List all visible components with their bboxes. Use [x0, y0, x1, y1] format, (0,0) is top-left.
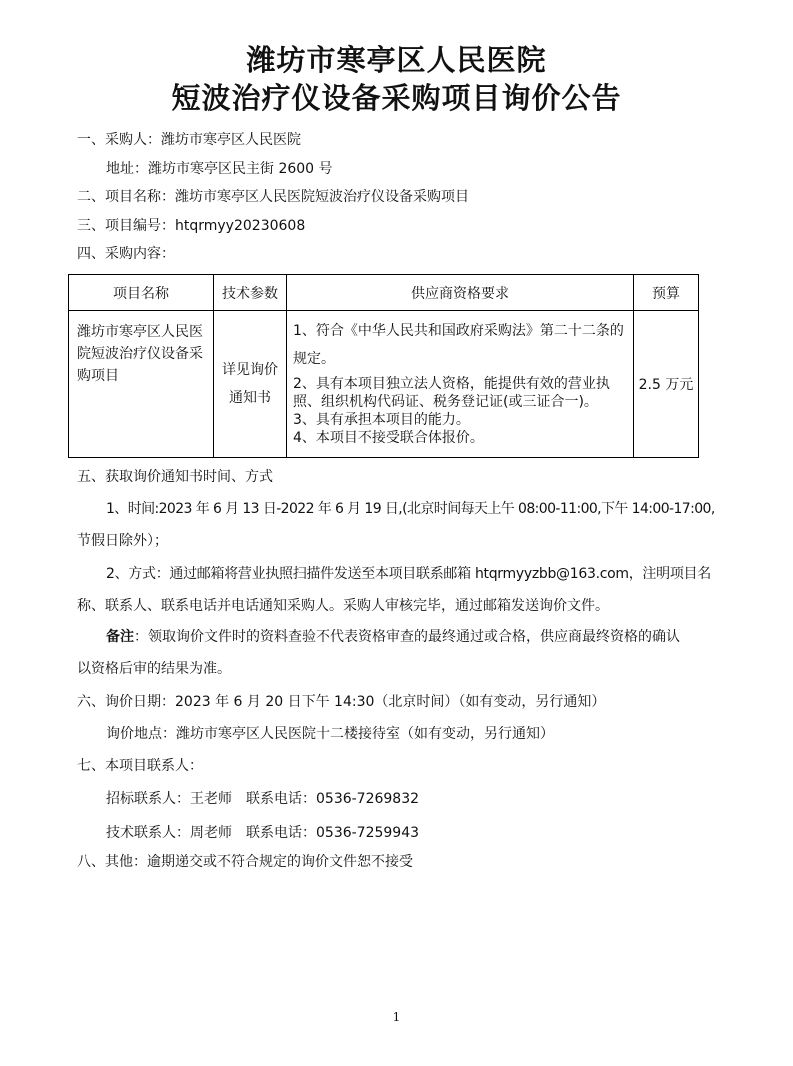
note-text: ：领取询价文件时的资料查验不代表资格审查的最终通过或合格，供应商最终资格的确认 — [134, 629, 680, 645]
tech-contact-line: 技术联系人：周老师 联系电话：0536-7259943 — [106, 825, 420, 841]
project-name-line: 二、项目名称：潍坊市寒亭区人民医院短波治疗仪设备采购项目 — [77, 189, 469, 205]
cell-requirements — [287, 311, 634, 458]
contacts-heading: 七、本项目联系人： — [77, 758, 203, 774]
project-number-line: 三、项目编号：htqrmyy20230608 — [77, 218, 306, 234]
header-budget: 预算 — [634, 275, 699, 311]
content-heading: 四、采购内容： — [77, 246, 175, 262]
other-line: 八、其他：逾期递交或不符合规定的询价文件恕不接受 — [77, 854, 413, 870]
section5-method-line-1: 2、方式：通过邮箱将营业执照扫描件发送至本项目联系邮箱 htqrmyyzbb@163.com，注明项目名 — [106, 566, 711, 582]
requirement-3: 3、具有承担本项目的能力。 — [293, 412, 470, 428]
tech-params-line-1: 详见询价 — [222, 362, 278, 378]
cell-budget: 2.5 万元 — [634, 311, 699, 458]
section5-heading: 五、获取询价通知书时间、方式 — [77, 469, 273, 485]
inquiry-date-line: 六、询价日期：2023 年 6 月 20 日下午 14:30（北京时间）（如有变动，另行通知） — [77, 694, 606, 710]
note-label: 备注 — [106, 629, 134, 645]
title-line-1: 潍坊市寒亭区人民医院 — [246, 43, 547, 77]
tech-params-line-2: 通知书 — [229, 390, 271, 406]
address-line: 地址：潍坊市寒亭区民主街 2600 号 — [106, 161, 333, 177]
requirement-4: 4、本项目不接受联合体报价。 — [293, 430, 484, 446]
purchaser-line: 一、采购人：潍坊市寒亭区人民医院 — [77, 132, 301, 148]
page-number: 1 — [392, 1010, 401, 1024]
cell-project-name: 潍坊市寒亭区人民医院短波治疗仪设备采购项目 — [69, 311, 214, 458]
title-line-2: 短波治疗仪设备采购项目询价公告 — [171, 81, 622, 115]
header-project-name: 项目名称 — [69, 275, 214, 311]
section5-method-line-2: 称、联系人、联系电话并电话通知采购人。采购人审核完毕，通过邮箱发送询价文件。 — [77, 598, 609, 614]
section5-note-line-1 — [106, 628, 680, 646]
inquiry-location-line: 询价地点：潍坊市寒亭区人民医院十二楼接待室（如有变动，另行通知） — [106, 726, 554, 742]
cell-tech-params — [214, 311, 287, 458]
requirement-1: 1、符合《中华人民共和国政府采购法》第二十二条的规定。 — [293, 323, 624, 367]
table-row — [69, 311, 699, 458]
header-supplier-requirements: 供应商资格要求 — [287, 275, 634, 311]
procurement-table — [68, 274, 699, 458]
section5-time-line-1: 1、时间:2023 年 6 月 13 日-2022 年 6 月 19 日,(北京时间每天上午 08:00-11:00,下午 14:00-17:00, — [106, 501, 715, 517]
bid-contact-line: 招标联系人：王老师 联系电话：0536-7269832 — [106, 791, 420, 807]
header-tech-params: 技术参数 — [214, 275, 287, 311]
table-header-row — [69, 275, 699, 311]
section5-note-line-2: 以资格后审的结果为准。 — [77, 661, 231, 677]
requirement-2: 2、具有本项目独立法人资格，能提供有效的营业执照、组织机构代码证、税务登记证(或三证合一)。 — [293, 376, 610, 410]
section5-time-line-2: 节假日除外）； — [77, 533, 168, 549]
